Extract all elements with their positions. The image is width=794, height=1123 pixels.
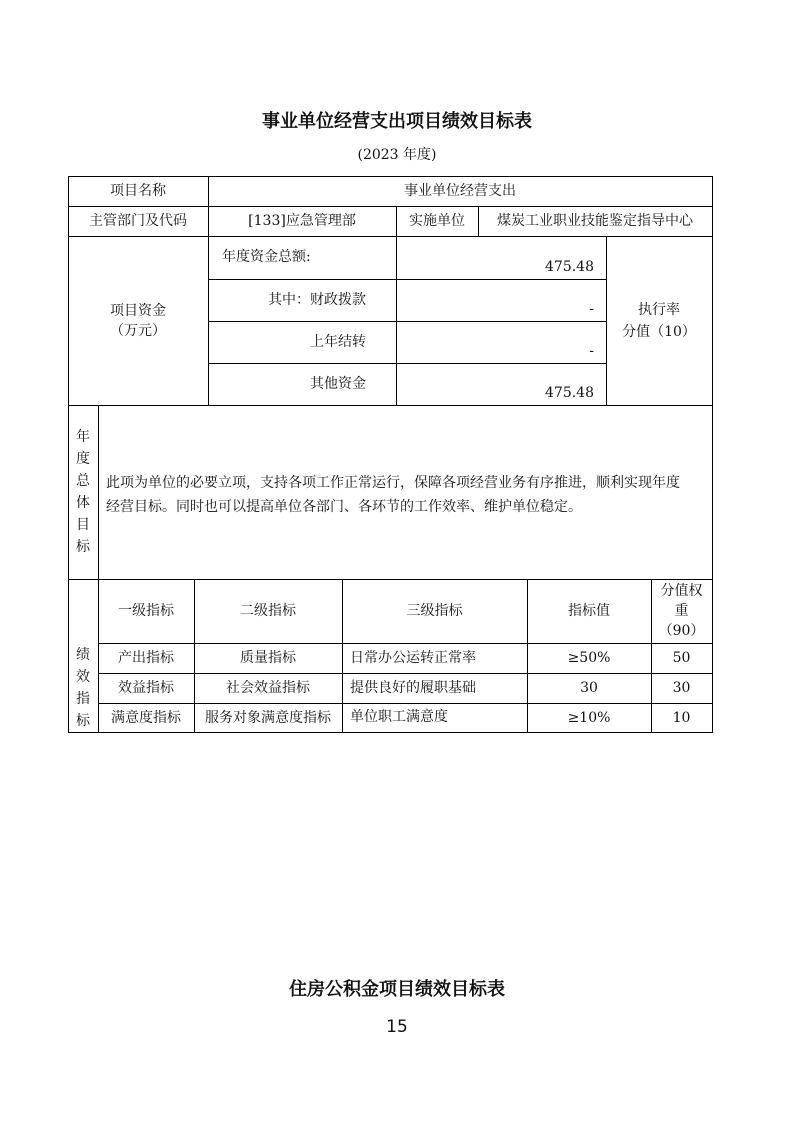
funds-fiscal-value: -: [589, 301, 594, 317]
table-row-weight: 50: [672, 650, 691, 666]
next-section-title: 住房公积金项目绩效目标表: [289, 979, 505, 1000]
table-row-level3: 提供良好的履职基础: [350, 680, 476, 696]
page-number: 15: [386, 1017, 408, 1037]
execution-rate-line1: 执行率: [638, 301, 680, 318]
table-row-level1: 产出指标: [118, 650, 174, 666]
goal-text-line2: 经营目标。同时也可以提高单位各部门、各环节的工作效率、维护单位稳定。: [106, 499, 582, 515]
funds-carryover-value: -: [589, 343, 594, 359]
table-row-value: ≥50%: [567, 650, 611, 666]
table-row-level1: 效益指标: [118, 680, 174, 696]
dept-label: 主管部门及代码: [89, 213, 187, 229]
funds-other-value: 475.48: [545, 385, 594, 401]
row-divider: [68, 405, 712, 406]
project-name-value: 事业单位经营支出: [404, 183, 516, 199]
impl-value: 煤炭工业职业技能鉴定指导中心: [497, 213, 693, 229]
execution-rate-line2: 分值（10）: [622, 323, 696, 340]
table-border-bottom: [68, 732, 713, 733]
funds-other-label: 其他资金: [310, 376, 366, 392]
indicator-char: 绩: [76, 646, 90, 663]
header-level1: 一级指标: [118, 603, 174, 619]
page-subtitle: (2023 年度): [357, 147, 437, 163]
header-level2: 二级指标: [240, 603, 296, 619]
funds-label-line1: 项目资金: [110, 302, 166, 319]
goal-char: 度: [76, 451, 90, 467]
dept-value: [133]应急管理部: [248, 213, 356, 229]
header-weight-line1: 分值权: [660, 583, 703, 599]
page-title: 事业单位经营支出项目绩效目标表: [262, 111, 532, 132]
indicators-label: [68, 643, 98, 732]
goal-char: 标: [76, 539, 90, 555]
goal-text-line1: 此项为单位的必要立项，支持各项工作正常运行，保障各项经营业务有序推进，顺利实现年度: [106, 475, 680, 491]
impl-label: 实施单位: [409, 213, 465, 229]
execution-rate-label: [606, 236, 712, 405]
indicator-char: 效: [76, 668, 90, 685]
table-row-level2: 社会效益指标: [226, 680, 310, 696]
funds-fiscal-label: 其中：财政拨款: [268, 292, 366, 308]
table-row-level3: 单位职工满意度: [350, 709, 448, 725]
funds-total-value: 475.48: [545, 259, 594, 275]
goal-char: 总: [76, 473, 90, 489]
funds-carryover-label: 上年结转: [310, 334, 366, 350]
goal-char: 年: [76, 429, 90, 445]
goal-char: 目: [76, 517, 90, 533]
header-weight-line3: （90）: [658, 623, 705, 639]
table-border-right: [712, 176, 713, 733]
table-row-value: 30: [580, 680, 598, 696]
funds-label: [68, 236, 208, 405]
funds-label-line2: （万元）: [110, 322, 166, 339]
header-weight-line2: 重: [674, 603, 689, 619]
table-row-value: ≥10%: [567, 709, 611, 726]
table-row-level1: 满意度指标: [111, 709, 181, 726]
header-level3: 三级指标: [406, 603, 463, 619]
performance-table: [68, 0, 712, 1123]
indicator-char: 标: [76, 712, 90, 729]
table-row-level3: 日常办公运转正常率: [350, 650, 476, 666]
table-row-weight: 10: [672, 709, 691, 726]
annual-goal-label: [68, 405, 98, 579]
project-name-label: 项目名称: [110, 183, 166, 199]
header-value: 指标值: [568, 603, 610, 619]
annual-goal-text: [106, 471, 710, 519]
indicator-char: 指: [76, 690, 90, 707]
table-row-level2: 质量指标: [240, 650, 296, 666]
goal-char: 体: [76, 495, 90, 511]
header-weight: [651, 579, 712, 643]
table-row-level2: 服务对象满意度指标: [205, 709, 331, 726]
funds-total-label: 年度资金总额:: [222, 249, 311, 265]
table-row-weight: 30: [672, 680, 691, 696]
